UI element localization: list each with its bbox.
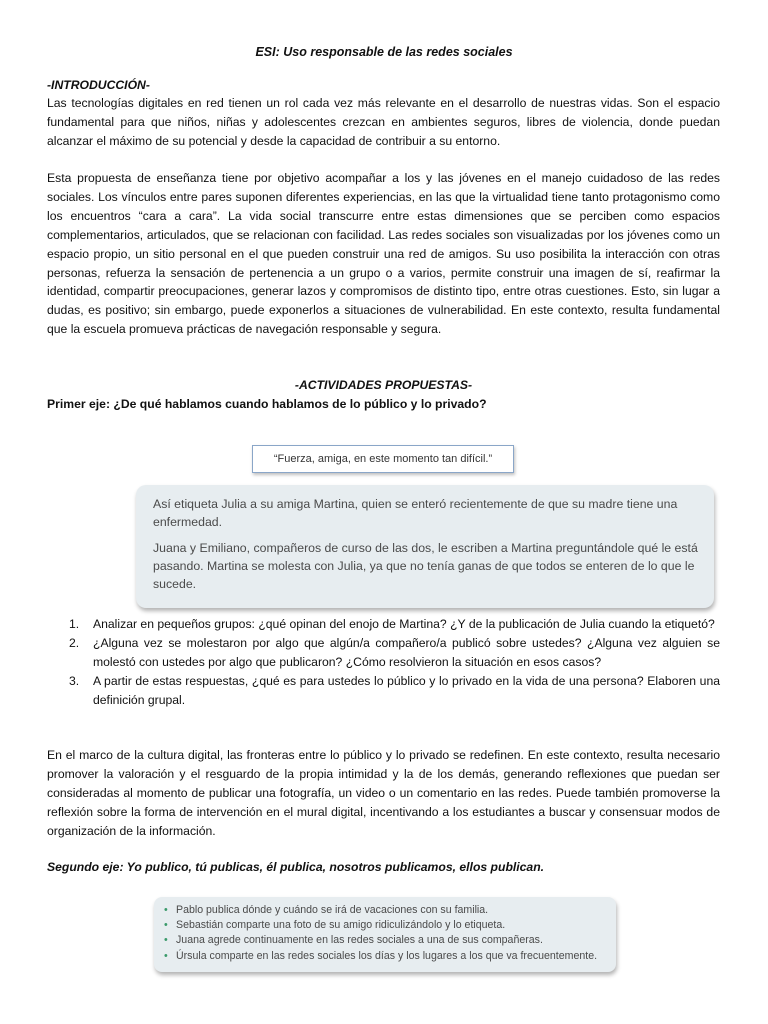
case-paragraph-1: Así etiqueta Julia a su amiga Martina, quien se enteró recientemente de que su madre tiene una enfermedad. (153, 497, 678, 529)
intro-paragraph-1: Las tecnologías digitales en red tienen un rol cada vez más relevante en el desarrollo de nuestras vidas. Son el espacio fundamental para que niños, niñas y adolescentes crezcan en ambientes seguros, libres de violencia, donde puedan alcanzar el máximo de su potencial y desde la capacidad de contribuir a su entorno. (47, 96, 720, 148)
intro-paragraph-2: Esta propuesta de enseñanza tiene por objetivo acompañar a los y las jóvenes en el manejo cuidadoso de las redes sociales. Los vínculos entre pares suponen diferentes experiencias, en las que la virtualidad tiene tanto protagonismo como los encuentros “cara a cara”. La vida social transcurre entre estas dimensiones que se perciben como espacios complementarios, articulados, que se relacionan con facilidad. Las redes sociales son visualizadas por los jóvenes como un espacio propio, un sitio personal en el que pueden construir una red de amigos. Su uso posibilita la interacción con otras personas, refuerza la sensación de pertenencia a un grupo o a varios, permite construir una imagen de sí, reafirmar la identidad, compartir preocupaciones, generar lazos y compromisos de distinto tipo, entre otras cuestiones. Esto, sin lugar a dudas, es positivo; sin embargo, puede exponerlos a situaciones de vulnerabilidad. En este contexto, resulta fundamental que la escuela promueva prácticas de navegación responsable y segura. (47, 171, 720, 337)
case-card (136, 485, 714, 608)
list-item-number: 2. (69, 635, 80, 650)
list-item (164, 949, 606, 964)
bullet-icon: • (164, 904, 168, 916)
list-item-text: ¿Alguna vez se molestaron por algo que algún/a compañero/a publicó sobre ustedes? ¿Alguna vez alguien se molestó con ustedes por algo que publicaron? ¿Cómo resolvieron la situación en esos casos? (93, 635, 720, 669)
activity-list (47, 615, 720, 710)
bullet-icon: • (164, 934, 168, 947)
intro-heading: -INTRODUCCIÓN- (47, 78, 150, 92)
list-item-text: Sebastián comparte una foto de su amigo ridiculizándolo y lo etiqueta. (176, 919, 506, 932)
list-item-number: 3. (69, 673, 80, 688)
document-title: ESI: Uso responsable de las redes sociales (255, 45, 513, 59)
closing-paragraph: En el marco de la cultura digital, las fronteras entre lo público y lo privado se redefinen. En este contexto, resulta necesario promover la valoración y el resguardo de la propia intimidad y la de los demás, generando reflexiones que puedan ser consideradas al momento de publicar una fotografía, un video o un comentario en las redes. Puede también promoverse la reflexión sobre la forma de intervención en el mural digital, incentivando a los estudiantes a buscar y consensuar modos de organización de la información. (47, 748, 720, 838)
bullet-icon: • (164, 919, 168, 932)
list-item (164, 903, 606, 918)
list-item (47, 672, 720, 710)
list-item (164, 933, 606, 948)
list-item-text: Juana agrede continuamente en las redes sociales a una de sus compañeras. (176, 934, 543, 947)
list-item-text: A partir de estas respuestas, ¿qué es para ustedes lo público y lo privado en la vida de una persona? Elaboren una definición grupal. (93, 673, 720, 707)
scenario-card (154, 897, 616, 972)
activities-heading: -ACTIVIDADES PROPUESTAS- (294, 378, 473, 392)
quote-text: “Fuerza, amiga, en este momento tan difícil.” (273, 453, 493, 465)
list-item-text: Pablo publica dónde y cuándo se irá de vacaciones con su familia. (176, 904, 489, 916)
quote-box (252, 445, 514, 473)
list-item-text: Úrsula comparte en las redes sociales los días y los lugares a los que va frecuentemente. (176, 949, 598, 962)
scenario-list (164, 903, 606, 964)
list-item (164, 918, 606, 933)
list-item (47, 634, 720, 672)
axis1-title: Primer eje: ¿De qué hablamos cuando hablamos de lo público y lo privado? (47, 397, 487, 411)
list-item-text: Analizar en pequeños grupos: ¿qué opinan del enojo de Martina? ¿Y de la publicación de Julia cuando la etiquetó? (93, 617, 715, 631)
list-item (47, 615, 720, 634)
axis2-title: Segundo eje: Yo publico, tú publicas, él publica, nosotros publicamos, ellos publican. (47, 860, 545, 874)
case-paragraph-2: Juana y Emiliano, compañeros de curso de las dos, le escriben a Martina preguntándole qué le está pasando. Martina se molesta con Julia, ya que no tenía ganas de que todos se enteren de lo que le sucede. (153, 541, 698, 591)
list-item-number: 1. (69, 617, 80, 631)
bullet-icon: • (164, 949, 168, 962)
